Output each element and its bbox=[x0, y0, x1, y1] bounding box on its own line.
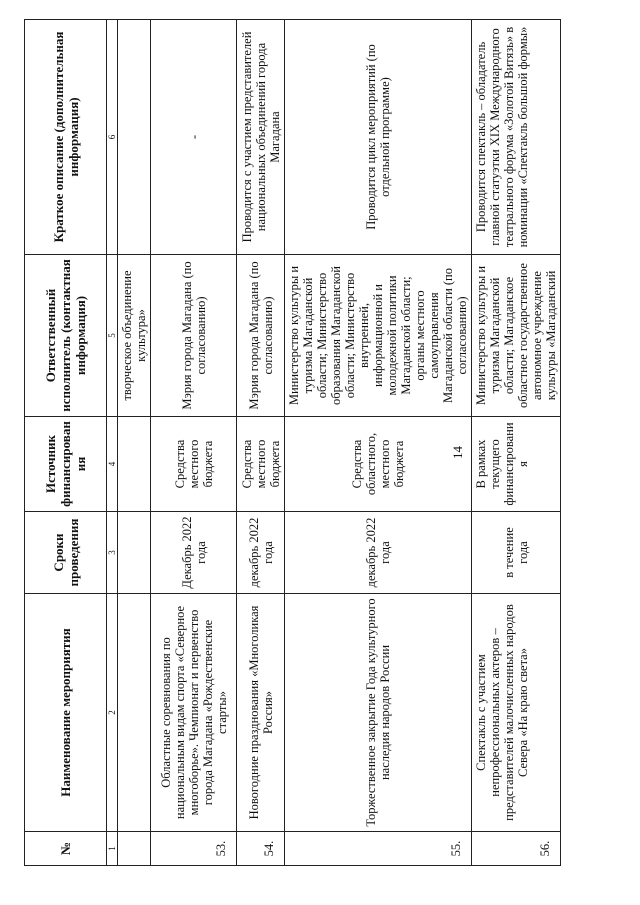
column-index: 3 bbox=[107, 512, 118, 594]
event-dates: декабрь 2022 года bbox=[285, 512, 472, 594]
row-number: 53. bbox=[151, 832, 237, 866]
header-event-name: Наименование мероприятия bbox=[25, 594, 107, 832]
header-description: Краткое описание (дополнительная информация) bbox=[25, 20, 107, 255]
event-name: Областные соревнования по национальным видам спорта «Северное многоборье». Чемпионат и первенство города Магадана «Рождественские старты» bbox=[151, 594, 237, 832]
event-funding: В рамках текущего финансирования bbox=[472, 417, 561, 512]
events-table bbox=[24, 19, 561, 866]
column-index-row bbox=[107, 20, 118, 866]
row-number: 55. bbox=[285, 832, 472, 866]
event-responsible: Министерство культуры и туризма Магаданской области; Магаданское областное государственное автономное учреждение культуры «Магаданский bbox=[472, 255, 561, 417]
event-funding: Средства местного бюджета bbox=[151, 417, 237, 512]
table-row bbox=[237, 20, 285, 866]
carryover-row bbox=[118, 20, 151, 866]
carryover-responsible: творческое объединение культура» bbox=[118, 255, 151, 417]
column-index: 5 bbox=[107, 255, 118, 417]
event-dates: декабрь 2022 года bbox=[237, 512, 285, 594]
header-number: № bbox=[25, 832, 107, 866]
event-description: Проводится с участием представителей национальных объединений города Магадана bbox=[237, 20, 285, 255]
header-responsible: Ответственный исполнитель (контактная информация) bbox=[25, 255, 107, 417]
event-dates: Декабрь 2022 года bbox=[151, 512, 237, 594]
event-description: Проводится цикл мероприятий (по отдельной программе) bbox=[285, 20, 472, 255]
column-index: 6 bbox=[107, 20, 118, 255]
event-responsible: Мэрия города Магадана (по согласованию) bbox=[151, 255, 237, 417]
event-name: Торжественное закрытие Года культурного наследия народов России bbox=[285, 594, 472, 832]
event-responsible: Министерство культуры и туризма Магаданской области; Министерство образования Магаданской области; Министерство внутренней, информационной и молодежной политики Магаданской области; органы местного самоуправления Магаданской области (по согласованию) bbox=[285, 255, 472, 417]
event-name: Спектакль с участием непрофессиональных актеров – представителей малочисленных народов Севера «На краю света» bbox=[472, 594, 561, 832]
column-index: 1 bbox=[107, 832, 118, 866]
header-dates: Сроки проведения bbox=[25, 512, 107, 594]
header-funding: Источник финансирования bbox=[25, 417, 107, 512]
column-index: 4 bbox=[107, 417, 118, 512]
event-dates: в течение года bbox=[472, 512, 561, 594]
table-row bbox=[472, 20, 561, 866]
event-description: Проводится спектакль – обладатель главной статуэтки XIX Международного театрального форума «Золотой Витязь» в номинации «Спектакль большой формы» bbox=[472, 20, 561, 255]
table-row bbox=[151, 20, 237, 866]
table-row bbox=[285, 20, 472, 866]
row-number: 56. bbox=[472, 832, 561, 866]
page-number: 14 bbox=[450, 446, 465, 459]
event-description: - bbox=[151, 20, 237, 255]
header-row bbox=[25, 20, 107, 866]
event-funding: Средства областного, местного бюджета bbox=[285, 417, 472, 512]
event-responsible: Мэрия города Магадана (по согласованию) bbox=[237, 255, 285, 417]
event-name: Новогодние празднования «Многоликая Россия» bbox=[237, 594, 285, 832]
column-index: 2 bbox=[107, 594, 118, 832]
event-funding: Средства местного бюджета bbox=[237, 417, 285, 512]
row-number: 54. bbox=[237, 832, 285, 866]
